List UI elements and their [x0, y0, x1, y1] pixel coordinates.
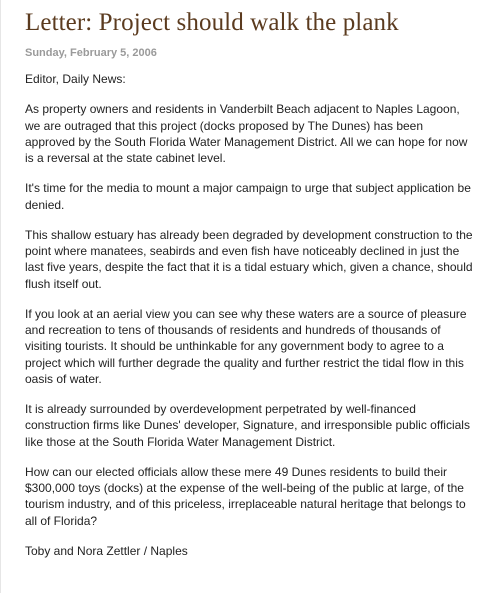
article-title: Letter: Project should walk the plank [25, 9, 399, 36]
paragraph-6: How can our elected officials allow these mere 49 Dunes residents to build their $300,000 toys (docks) at the expense of the well-being of the public at large, of the tourism industry, and of this priceless, irreplaceable natural heritage that belongs to all of Florida? [25, 464, 466, 528]
paragraph-5: It is already surrounded by overdevelopment perpetrated by well-financed construction firms like Dunes' developer, Signature, and irresponsible public officials like those at the South Florida Water Management District. [25, 402, 470, 449]
paragraph-3: This shallow estuary has already been degraded by development construction to the point where manatees, seabirds and even fish have noticeably declined in just the last five years, despite the fact that it is a tidal estuary which, given a chance, should flush itself out. [25, 227, 473, 291]
paragraph-4: If you look at an aerial view you can see why these waters are a source of pleasure and recreation to tens of thousands of residents and hundreds of thousands of visiting tourists. It should be unthinkable for any government body to agree to a project which will further degrade the quality and further restrict the tidal flow in this oasis of water. [25, 306, 467, 386]
signature: Toby and Nora Zettler / Naples [25, 543, 188, 558]
paragraph-2: It's time for the media to mount a major campaign to urge that subject application be denied. [25, 181, 471, 212]
article-date: Sunday, February 5, 2006 [25, 47, 157, 59]
article-body [25, 71, 475, 559]
salutation: Editor, Daily News: [25, 72, 126, 86]
paragraph-1: As property owners and residents in Vanderbilt Beach adjacent to Naples Lagoon, we are outraged that this project (docks proposed by The Dunes) has been approved by the South Florida Water Management District. All we can hope for now is a reversal at the state cabinet level. [25, 102, 468, 165]
